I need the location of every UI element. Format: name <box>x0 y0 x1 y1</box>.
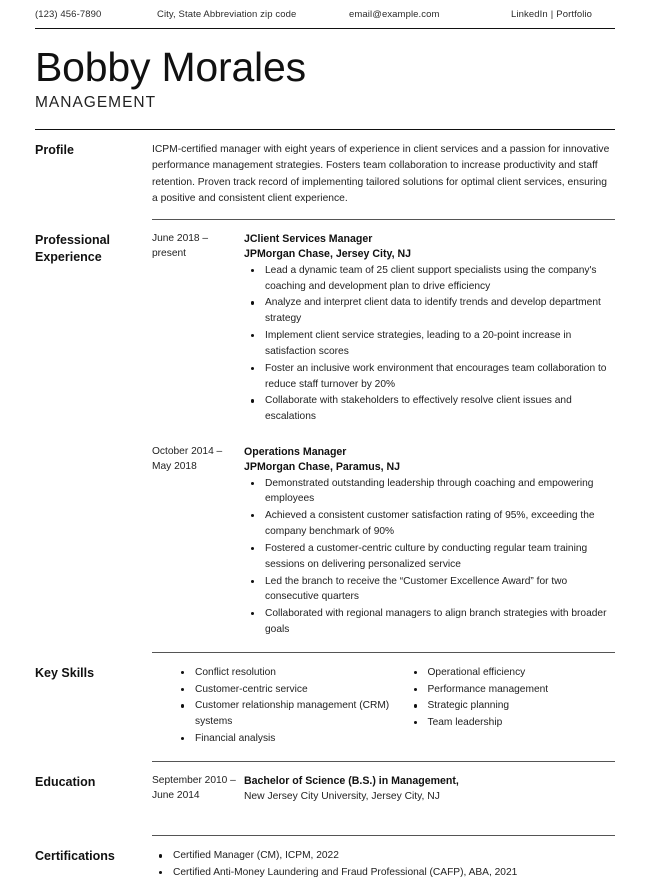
list-item: Implement client service strategies, leading to a 20-point increase in satisfaction scores <box>244 328 615 360</box>
candidate-title: MANAGEMENT <box>35 94 157 112</box>
list-item: Customer relationship management (CRM) systems <box>174 698 395 730</box>
section-body-education <box>152 762 615 836</box>
experience-job-title: Operations Manager <box>244 445 347 458</box>
list-item: Collaborate with stakeholders to effectively resolve client issues and escalations <box>244 393 615 425</box>
experience-bullets <box>244 476 615 638</box>
contact-links <box>511 9 592 20</box>
key-skills-column-left <box>174 665 395 748</box>
candidate-name: Bobby Morales <box>35 44 306 90</box>
contact-bar <box>35 0 615 20</box>
list-item: Lead a dynamic team of 25 client support specialists using the company's coaching and development plan to drive efficiency <box>244 263 615 295</box>
list-item: Collaborated with regional managers to align branch strategies with broader goals <box>244 606 615 638</box>
list-item: Fostered a customer-centric culture by conducting regular team training sessions on delivering personalized service <box>244 541 615 573</box>
section-label-experience-line1: Professional <box>35 233 111 248</box>
key-skills-column-right <box>395 665 628 748</box>
portfolio-link[interactable]: Portfolio <box>556 9 593 20</box>
section-spacer <box>152 639 615 652</box>
list-item: Customer-centric service <box>174 682 395 698</box>
experience-employer: JPMorgan Chase, Paramus, NJ <box>244 461 401 474</box>
section-label-certifications: Certifications <box>35 849 115 864</box>
key-skills-list-left <box>174 665 395 747</box>
education-degree: Bachelor of Science (B.S.) in Management, <box>244 774 459 787</box>
list-item: Certified Manager (CM), ICPM, 2022 <box>152 848 615 864</box>
list-item: Financial analysis <box>174 731 395 747</box>
experience-dates: June 2018 – present <box>152 233 209 259</box>
key-skills-columns <box>152 665 615 748</box>
section-label-education: Education <box>35 774 96 789</box>
experience-main <box>244 232 615 426</box>
section-label-experience <box>35 220 152 266</box>
name-block <box>35 29 615 112</box>
education-main <box>244 774 615 806</box>
section-label-key-skills: Key Skills <box>35 665 95 680</box>
section-label-experience-line2: Experience <box>35 249 102 264</box>
list-item: Conflict resolution <box>174 665 395 681</box>
experience-entry <box>152 232 615 426</box>
list-item: Demonstrated outstanding leadership through coaching and empowering employees <box>244 476 615 508</box>
list-item: Certified Anti-Money Laundering and Fraud Professional (CAFP), ABA, 2021 <box>152 865 615 881</box>
section-spacer <box>152 805 615 835</box>
section-body-certifications <box>152 836 615 882</box>
section-experience <box>35 220 615 652</box>
section-body-profile <box>152 130 615 219</box>
list-item: Performance management <box>407 682 628 698</box>
section-label-profile: Profile <box>35 143 74 158</box>
experience-entry <box>152 445 615 639</box>
certifications-list <box>152 848 615 881</box>
experience-employer: JPMorgan Chase, Jersey City, NJ <box>244 248 412 261</box>
experience-bullets <box>244 263 615 425</box>
section-profile <box>35 130 615 219</box>
section-body-key-skills <box>152 653 615 761</box>
link-separator: | <box>550 9 554 20</box>
education-school: New Jersey City University, Jersey City, NJ <box>244 791 440 803</box>
contact-email[interactable]: email@example.com <box>349 9 440 20</box>
section-certifications <box>35 836 615 882</box>
contact-phone: (123) 456-7890 <box>35 9 102 20</box>
list-item: Led the branch to receive the “Customer Excellence Award” for two consecutive quarters <box>244 574 615 606</box>
contact-location: City, State Abbreviation zip code <box>157 9 297 20</box>
education-entry <box>152 774 615 806</box>
section-education <box>35 762 615 836</box>
experience-main <box>244 445 615 639</box>
list-item: Achieved a consistent customer satisfaction rating of 95%, exceeding the company benchmark of 90% <box>244 508 615 540</box>
section-spacer <box>152 748 615 761</box>
entry-spacer <box>152 426 615 445</box>
list-item: Analyze and interpret client data to identify trends and develop department strategy <box>244 295 615 327</box>
profile-text: ICPM-certified manager with eight years of experience in client services and a passion for innovative performance management strategies. Fosters team collaboration to increase productivity and staff retention. Proven track record of implementing tailored solutions for optimal client services, ensuring a positive and consistent client experience. <box>152 144 610 204</box>
education-dates: September 2010 – June 2014 <box>152 774 236 801</box>
list-item: Foster an inclusive work environment that encourages team collaboration to reduce staff turnover by 20% <box>244 361 615 393</box>
experience-dates: October 2014 – May 2018 <box>152 445 223 472</box>
list-item: Team leadership <box>407 715 628 731</box>
linkedin-link[interactable]: LinkedIn <box>511 9 548 20</box>
list-item: Operational efficiency <box>407 665 628 681</box>
section-key-skills <box>35 653 615 761</box>
section-body-experience <box>152 220 615 652</box>
experience-job-title: JClient Services Manager <box>244 233 373 246</box>
list-item: Strategic planning <box>407 698 628 714</box>
key-skills-list-right <box>407 665 628 731</box>
